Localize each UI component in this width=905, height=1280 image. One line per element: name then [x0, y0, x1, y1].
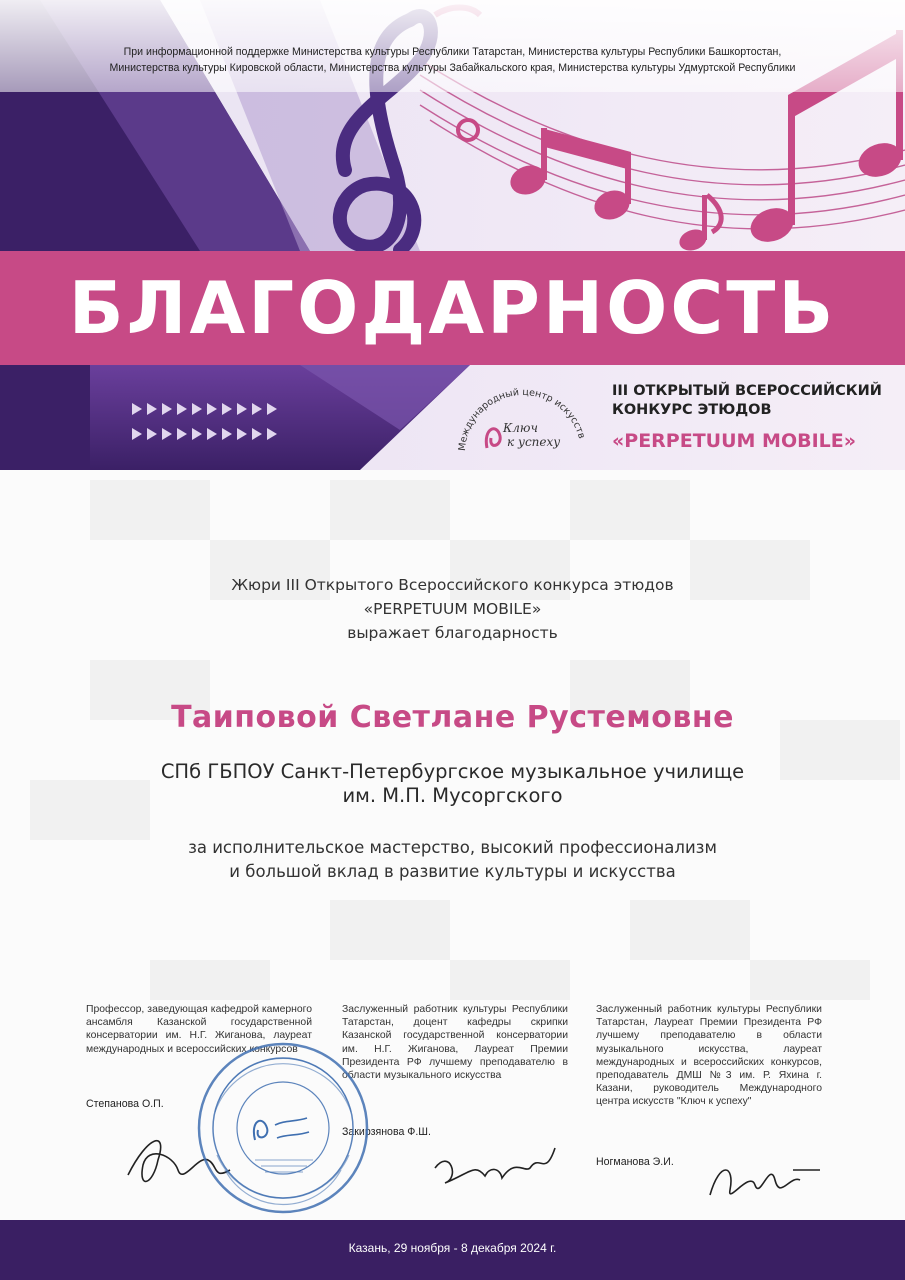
signatory-2-title: Заслуженный работник культуры Республики Татарстан, доцент кафедры скрипки Казанской государственной консерватории им. Н.Г. Жиганова, Лауреат Премии Президента РФ лучшему преподавателю в области музыкального искусства: [342, 1004, 568, 1082]
jury-line-3: выражает благодарность: [347, 624, 558, 642]
signature-3: [705, 1150, 825, 1210]
contest-heading-2: КОНКУРС ЭТЮДОВ: [612, 402, 772, 418]
jury-statement: [0, 573, 905, 645]
logo-icon: [445, 368, 595, 468]
signatory-1-title: Профессор, заведующая кафедрой камерного ансамбля Казанской государственной консерватории им. Н.Г. Жиганова, лауреат международных и всероссийских конкурсов: [86, 1004, 312, 1055]
reason-line-2: и большой вклад в развитие культуры и искусства: [229, 862, 676, 881]
support-notice: [60, 44, 845, 76]
jury-line-2: «PERPETUUM MOBILE»: [363, 600, 542, 618]
reason-line-1: за исполнительское мастерство, высокий профессионализм: [188, 838, 717, 857]
logo-script-2: к успеху: [507, 435, 561, 449]
organization-line-2: им. М.П. Мусоргского: [342, 784, 563, 807]
logo-arc-text: Международный центр искусств: [456, 386, 588, 452]
logo-script-1: Ключ: [503, 421, 538, 435]
certificate-title: БЛАГОДАРНОСТЬ: [68, 266, 837, 350]
signature-2: [430, 1138, 560, 1193]
signatory-1-name: Степанова О.П.: [86, 1098, 164, 1110]
organization-line-1: СПб ГБПОУ Санкт-Петербургское музыкальное училище: [160, 760, 745, 783]
recipient-organization: [0, 760, 905, 808]
signatory-3-title: Заслуженный работник культуры Республики Татарстан, Лауреат Премии Президента РФ лучшему преподавателю в области музыкального искусства, лауреат международных и всероссийских конкурсов, преподаватель ДМШ №3 им. Р. Яхина г. Казани, руководитель Международного центра искусств "Ключ к успеху": [596, 1004, 822, 1108]
support-line-1: При информационной поддержке Министерства культуры Республики Татарстан, Министерства культуры Республики Башкортостан,: [123, 46, 782, 58]
award-reason: [0, 836, 905, 884]
contest-heading-1: III ОТКРЫТЫЙ ВСЕРОССИЙСКИЙ: [612, 383, 882, 399]
jury-line-1: Жюри III Открытого Всероссийского конкурса этюдов: [231, 576, 674, 594]
support-line-2: Министерства культуры Кировской области, Министерства культуры Забайкальского края, Министерства культуры Удмуртской Республики: [109, 62, 796, 74]
footer-date-place: Казань, 29 ноября - 8 декабря 2024 г.: [348, 1241, 557, 1255]
recipient-name: Таиповой Светлане Рустемовне: [171, 700, 734, 735]
signatory-3-name: Ногманова Э.И.: [596, 1156, 674, 1168]
seal-stamp-icon: [195, 1040, 371, 1216]
contest-name: «PERPETUUM MOBILE»: [612, 430, 857, 452]
signatory-2-name: Закирзянова Ф.Ш.: [342, 1126, 431, 1138]
